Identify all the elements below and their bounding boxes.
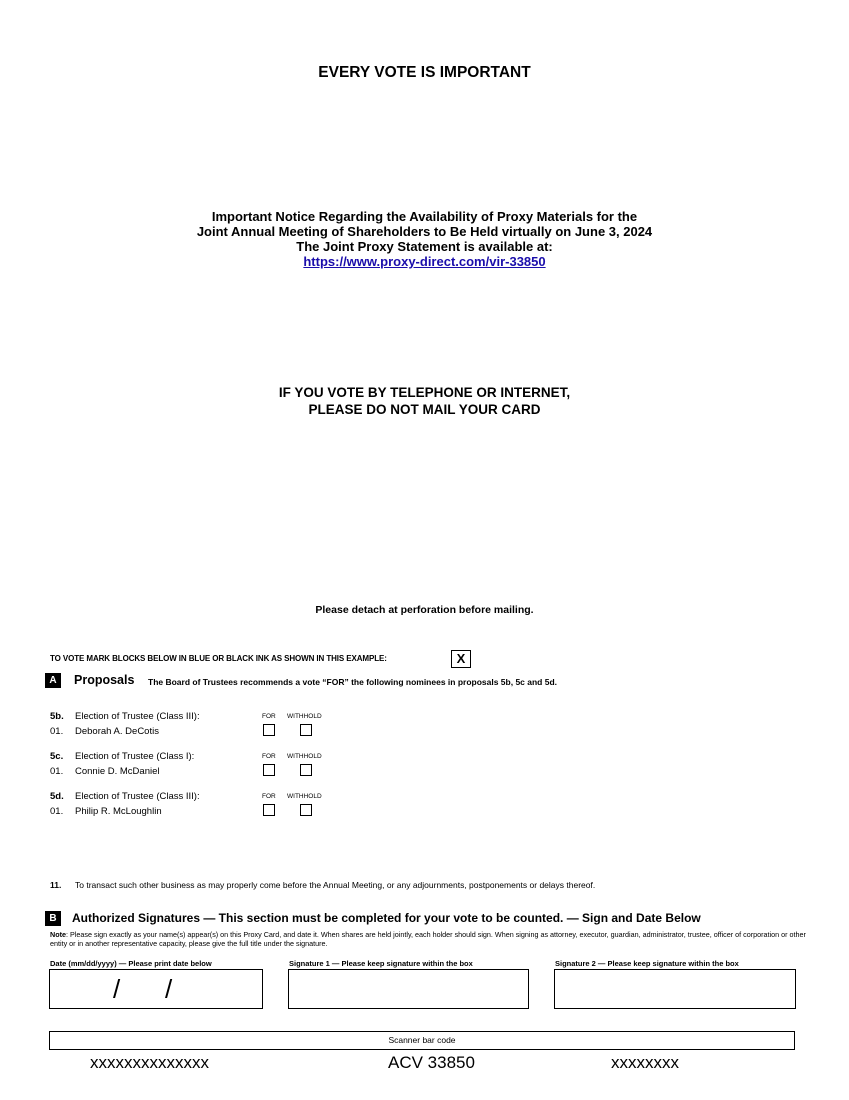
date-slash-1: / [113, 974, 121, 1004]
right-code: xxxxxxxx [611, 1053, 679, 1072]
vote-note-line-2: PLEASE DO NOT MAIL YOUR CARD [308, 402, 541, 417]
nominee-name: Philip R. McLoughlin [75, 806, 162, 817]
detach-instruction: Please detach at perforation before mailing. [315, 604, 534, 616]
notice-line-2: Joint Annual Meeting of Shareholders to Be Held virtually on June 3, 2024 [196, 224, 653, 239]
proposal-title: Election of Trustee (Class III): [75, 791, 200, 802]
withhold-column-label: WITHHOLD [287, 753, 322, 760]
date-field-label: Date (mm/dd/yyyy) — Please print date below [50, 959, 212, 968]
signature-1-field[interactable] [288, 969, 529, 1009]
section-a-subtitle: The Board of Trustees recommends a vote “FOR” the following nominees in proposals 5b, 5c and 5d. [148, 677, 558, 687]
section-a-badge: A [45, 673, 61, 688]
section-b-badge: B [45, 911, 61, 926]
date-slash-2: / [165, 974, 173, 1004]
withhold-column-label: WITHHOLD [287, 793, 322, 800]
proxy-statement-link[interactable]: https://www.proxy-direct.com/vir-33850 [303, 254, 546, 269]
proposal-title: Election of Trustee (Class I): [75, 751, 195, 762]
vote-withhold-checkbox-5c[interactable] [300, 764, 312, 776]
section-b-title: Authorized Signatures — This section must be completed for your vote to be counted. — Sign and Date Below [72, 911, 701, 925]
vote-for-checkbox-5d[interactable] [263, 804, 275, 816]
nominee-number: 01. [50, 766, 64, 777]
for-column-label: FOR [262, 793, 276, 800]
vote-withhold-checkbox-5d[interactable] [300, 804, 312, 816]
signature-1-label: Signature 1 — Please keep signature within the box [289, 959, 473, 968]
proposal-title: Election of Trustee (Class III): [75, 711, 200, 722]
proposal-number: 5c. [50, 751, 64, 762]
proposal-number: 5d. [50, 791, 64, 802]
nominee-number: 01. [50, 806, 64, 817]
note-text: : Please sign exactly as your name(s) appear(s) on this Proxy Card, and date it. When shares are held jointly, each holder should sign. When signing as attorney, executor, guardian, administrator, trustee, officer of corporation or other entity or in another representative capacity, please give the full title under the signature. [50, 930, 806, 948]
note-label: Note [50, 930, 66, 939]
notice-line-3: The Joint Proxy Statement is available at: [296, 239, 553, 254]
telephone-internet-note [0, 384, 849, 418]
item-11-number: 11. [50, 880, 62, 890]
signature-2-field[interactable] [554, 969, 796, 1009]
nominee-number: 01. [50, 726, 64, 737]
signature-note [50, 930, 810, 948]
nominee-name: Connie D. McDaniel [75, 766, 160, 777]
vote-for-checkbox-5b[interactable] [263, 724, 275, 736]
for-column-label: FOR [262, 753, 276, 760]
scanner-bar-code: Scanner bar code [49, 1031, 795, 1050]
vote-for-checkbox-5c[interactable] [263, 764, 275, 776]
withhold-column-label: WITHHOLD [287, 713, 322, 720]
vote-withhold-checkbox-5b[interactable] [300, 724, 312, 736]
for-column-label: FOR [262, 713, 276, 720]
signature-2-label: Signature 2 — Please keep signature within the box [555, 959, 739, 968]
example-mark-box: X [451, 650, 471, 668]
nominee-name: Deborah A. DeCotis [75, 726, 159, 737]
left-code: xxxxxxxxxxxxxx [90, 1053, 209, 1072]
vote-note-line-1: IF YOU VOTE BY TELEPHONE OR INTERNET, [278, 385, 571, 400]
page-title: EVERY VOTE IS IMPORTANT [318, 64, 531, 81]
date-field[interactable] [49, 969, 263, 1009]
item-11-text: To transact such other business as may properly come before the Annual Meeting, or any adjournments, postponements or delays thereof. [75, 880, 596, 890]
section-a-title: Proposals [74, 673, 135, 687]
control-code: ACV 33850 [388, 1053, 475, 1072]
notice-line-1: Important Notice Regarding the Availability of Proxy Materials for the [211, 209, 638, 224]
example-instruction: TO VOTE MARK BLOCKS BELOW IN BLUE OR BLACK INK AS SHOWN IN THIS EXAMPLE: [50, 654, 387, 663]
proposal-number: 5b. [50, 711, 64, 722]
proxy-availability-notice [0, 209, 849, 269]
